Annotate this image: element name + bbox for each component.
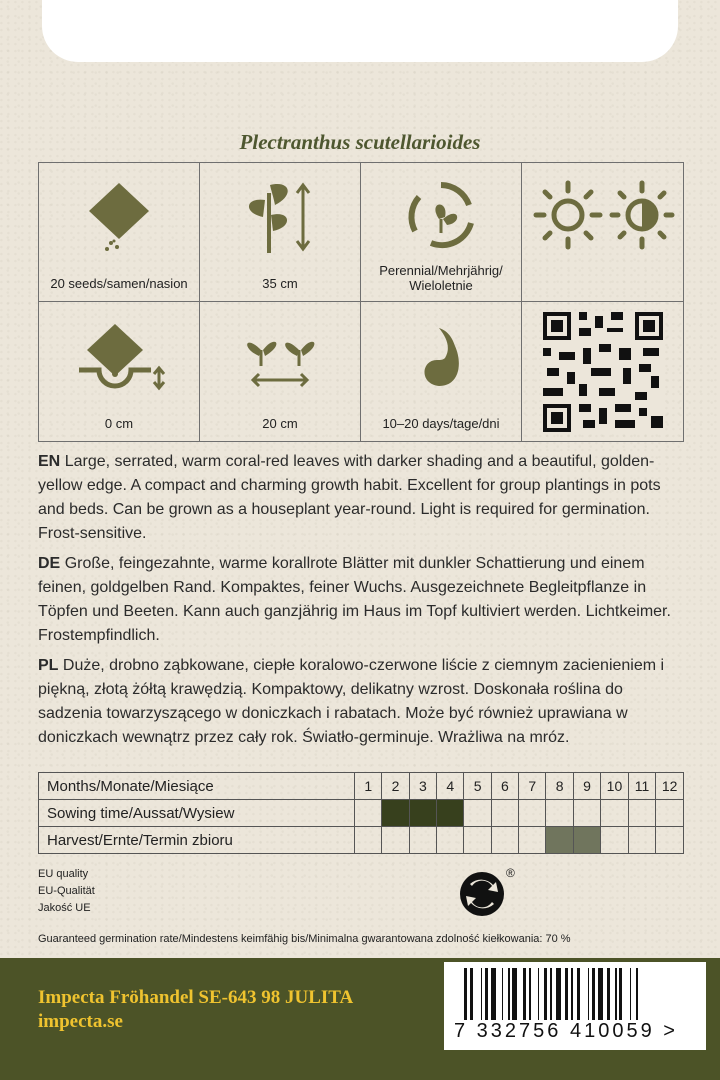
barcode-bar [598,968,603,1020]
seed-packet-icon [79,175,159,255]
barcode-bar [512,968,517,1020]
eu-quality-line3: Jakość UE [38,902,91,914]
sowing-month-cell [409,800,436,827]
harvest-month-cell [628,827,656,854]
description-block [38,450,686,756]
harvest-month-cell [491,827,518,854]
germination-rate: Guaranteed germination rate/Mindestens keimfähig bis/Minimalna gwarantowana zdolność kiełkowania: 70 % [38,933,571,945]
barcode-bar [571,968,573,1020]
company-address: Impecta Fröhandel SE-643 98 JULITA [38,987,354,1008]
barcode-bar [544,968,547,1020]
sowing-month-cell [355,800,382,827]
barcode-number: 7 332756 410059 > [454,1020,678,1042]
months-label: Months/Monate/Miesiące [39,773,355,800]
barcode-bar [502,968,504,1020]
spacing-cell [200,302,361,441]
barcode-bar [565,968,568,1020]
harvest-month-cell [464,827,491,854]
description-en [38,450,686,546]
barcode-bar [588,968,590,1020]
month-header: 11 [628,773,656,800]
info-grid [38,162,684,442]
calendar-months-row [39,773,684,800]
harvest-month-cell [656,827,684,854]
depth-value: 0 cm [104,416,134,431]
sowing-month-cell [546,800,573,827]
sowing-month-cell [628,800,656,827]
month-header: 1 [355,773,382,800]
barcode-bar [529,968,531,1020]
half-sun-icon [612,183,672,247]
lang-code-de: DE [38,555,61,572]
harvest-month-cell [382,827,409,854]
barcode-bar [485,968,488,1020]
perennial-cycle-icon [401,175,481,255]
month-header: 5 [464,773,491,800]
harvest-month-cell [437,827,464,854]
calendar-harvest-row [39,827,684,854]
light-cell [522,163,683,302]
sowing-month-cell [382,800,409,827]
barcode-bars [464,968,692,1020]
eu-quality [38,866,95,917]
life-cycle-label [361,263,521,293]
barcode-bar [481,968,483,1020]
sowing-month-cell [601,800,629,827]
plant-height-icon [235,175,325,255]
qr-code-icon[interactable] [543,312,663,432]
life-cycle-line2: Wieloletnie [409,278,473,293]
recycle-icon [458,866,506,920]
harvest-month-cell [573,827,600,854]
barcode-bar [523,968,526,1020]
harvest-month-cell [355,827,382,854]
barcode-bar [470,968,473,1020]
life-cycle-line1: Perennial/Mehrjährig/ [379,263,503,278]
barcode-bar [636,968,638,1020]
germination-cell [361,302,522,441]
month-header: 12 [656,773,684,800]
month-header: 4 [437,773,464,800]
month-header: 3 [409,773,436,800]
harvest-month-cell [601,827,629,854]
qr-cell [522,302,683,441]
window-cutout [42,0,678,62]
life-cycle-cell [361,163,522,302]
month-header: 10 [601,773,629,800]
month-header: 2 [382,773,409,800]
lang-code-en: EN [38,453,61,470]
barcode-bar [556,968,561,1020]
sowing-calendar [38,772,684,854]
description-de [38,552,686,648]
sowing-depth-icon [69,314,169,394]
plant-spacing-icon [235,314,325,394]
height-value: 35 cm [262,276,298,291]
barcode-bar [607,968,610,1020]
barcode-bar [538,968,540,1020]
barcode-bar [630,968,632,1020]
eu-quality-line2: EU-Qualität [38,885,95,897]
description-de-text: Große, feingezahnte, warme korallrote Blätter mit dunkler Schattierung und einem feinen, goldgelben Rand. Kompaktes, feiner Wuchs. Ausgezeichnete Begleitpflanze in Töpfen und Beeten. Kann auch ganzjährig im Haus im Topf kultiviert werden. Lichtkeimer. Frostempfindlich. [38,555,671,644]
sowing-month-cell [573,800,600,827]
depth-cell [39,302,200,441]
germination-seed-icon [401,314,481,394]
barcode-bar [577,968,580,1020]
barcode-bar [615,968,617,1020]
sun-icon [528,175,678,255]
month-header: 9 [573,773,600,800]
harvest-label: Harvest/Ernte/Termin zbioru [39,827,355,854]
sowing-month-cell [519,800,546,827]
company-info [38,986,353,1034]
harvest-month-cell [546,827,573,854]
sowing-month-cell [464,800,491,827]
barcode-bar [592,968,595,1020]
seeds-count: 20 seeds/samen/nasion [50,276,188,291]
barcode-bar [508,968,510,1020]
description-pl-text: Duże, drobno ząbkowane, ciepłe koralowo-czerwone liście z ciemnym zacienieniem i piękną, złotą żółtą krawędzią. Kompaktowy, delikatny wzrost. Doskonała roślina do sadzenia towarzyszącego w doniczkach i rabatach. Może być również uprawiana w doniczkach wewnątrz przez cały rok. Światło-germinuje. Wrażliwa na mróz. [38,657,665,746]
month-header: 7 [519,773,546,800]
month-header: 8 [546,773,573,800]
eu-quality-line1: EU quality [38,868,89,880]
sowing-label: Sowing time/Aussat/Wysiew [39,800,355,827]
harvest-month-cell [409,827,436,854]
page-title: Plectranthus scutellarioides [239,130,481,154]
barcode-bar [550,968,552,1020]
seeds-cell [39,163,200,302]
spacing-value: 20 cm [262,416,298,431]
sowing-month-cell [437,800,464,827]
calendar-sowing-row [39,800,684,827]
height-cell [200,163,361,302]
description-en-text: Large, serrated, warm coral-red leaves with darker shading and a beautiful, golden-yellow edge. A compact and charming growth habit. Excellent for group plantings in pots and beds. Can be grown as a houseplant year-round. Light is required for germination. Frost-sensitive. [38,453,661,542]
company-website[interactable]: impecta.se [38,1011,123,1032]
barcode-bar [464,968,467,1020]
month-header: 6 [491,773,518,800]
harvest-month-cell [519,827,546,854]
sowing-month-cell [491,800,518,827]
description-pl [38,654,686,750]
germination-value: 10–20 days/tage/dni [382,416,500,431]
lang-code-pl: PL [38,657,59,674]
registered-mark: ® [506,866,515,880]
sowing-month-cell [656,800,684,827]
barcode-bar [491,968,496,1020]
barcode-bar [619,968,622,1020]
